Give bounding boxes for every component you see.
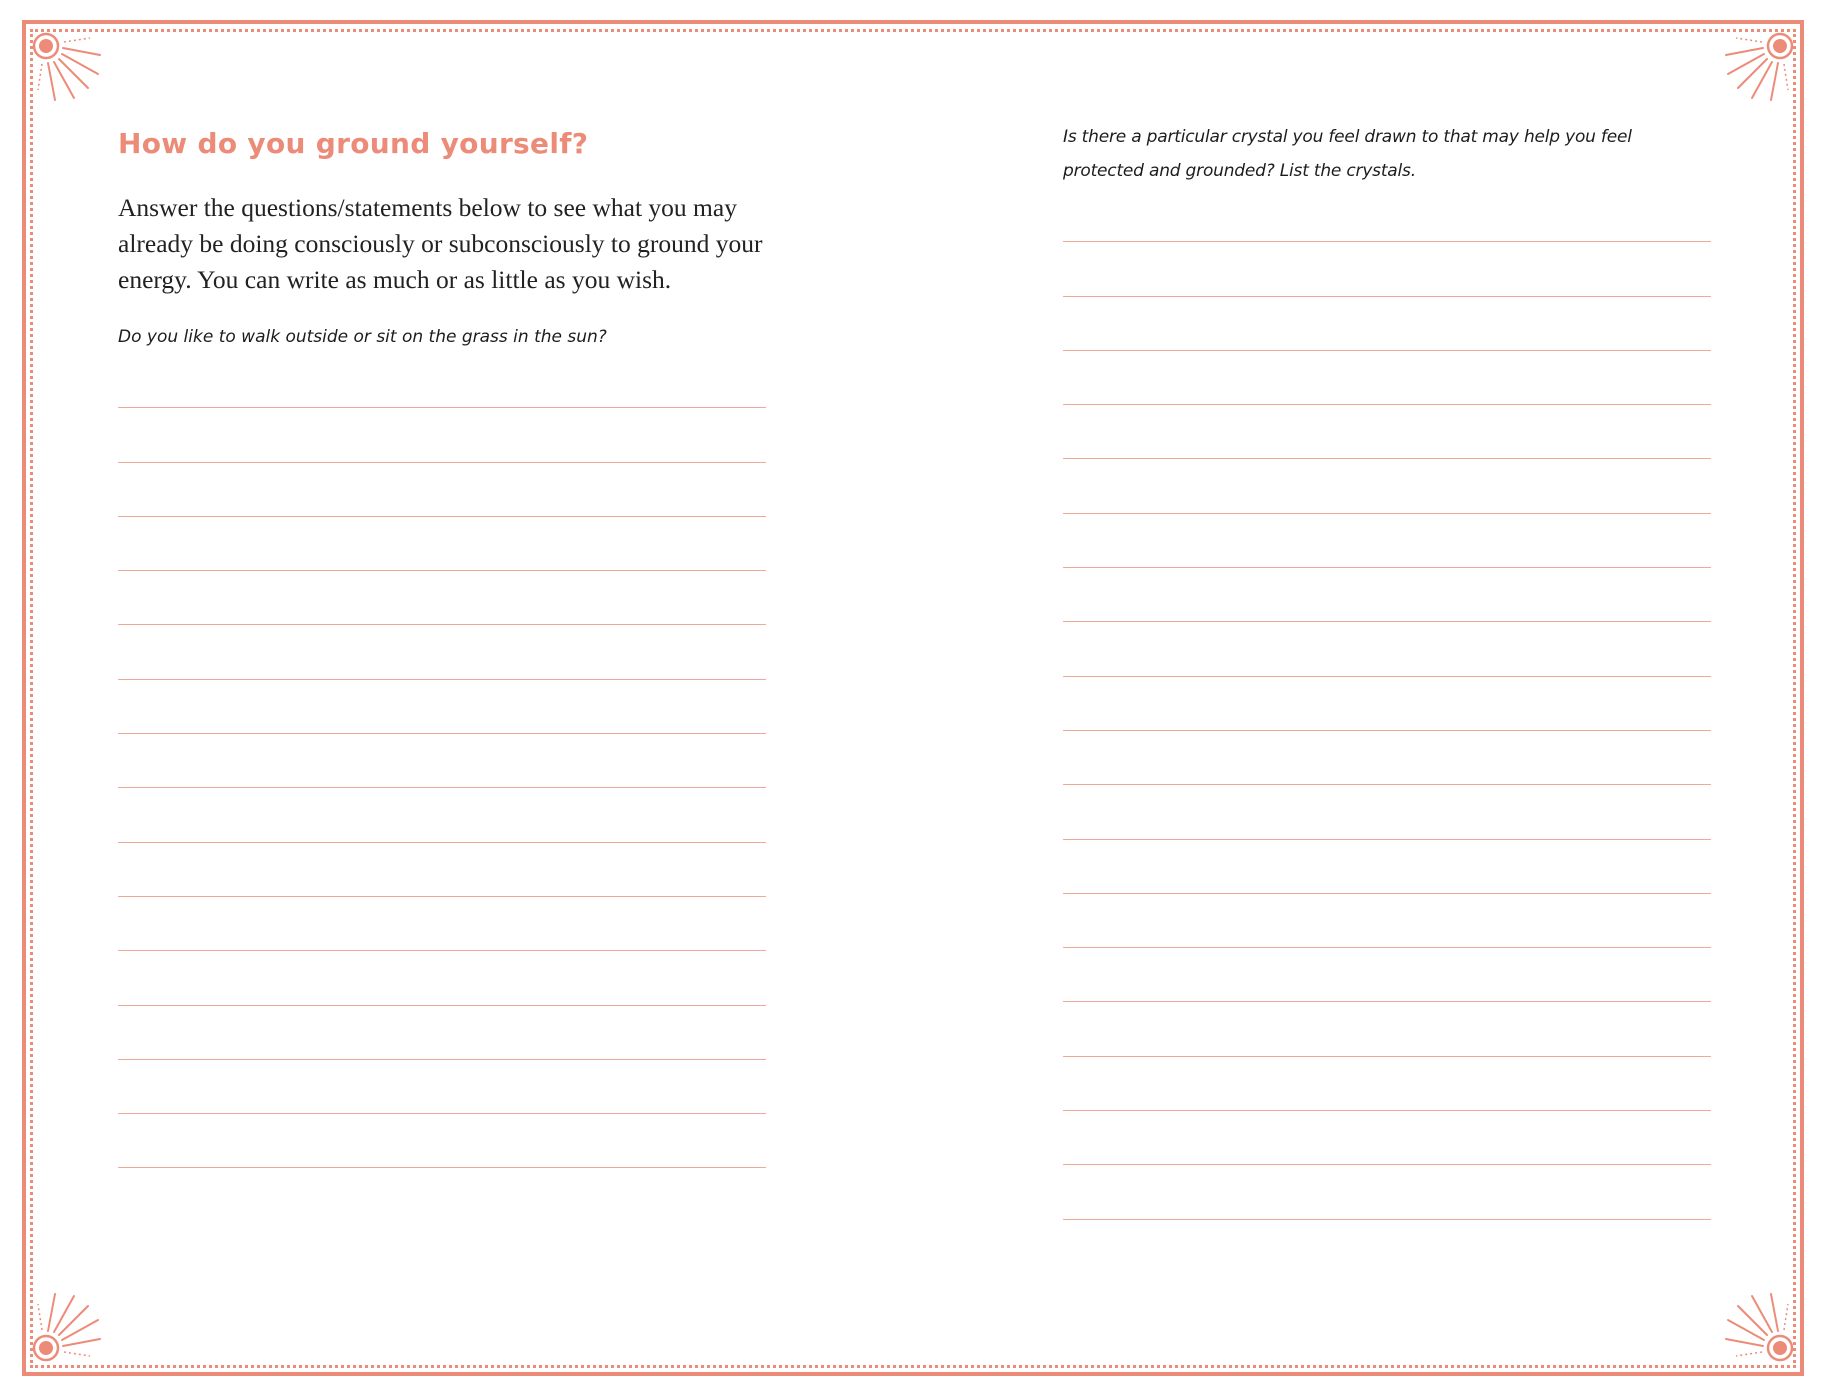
writing-lines-left[interactable] xyxy=(118,354,766,1168)
right-page xyxy=(1063,120,1711,1220)
writing-line[interactable] xyxy=(1063,948,1711,1002)
writing-line[interactable] xyxy=(1063,840,1711,894)
writing-line[interactable] xyxy=(1063,459,1711,513)
writing-line[interactable] xyxy=(1063,188,1711,242)
writing-line[interactable] xyxy=(1063,677,1711,731)
sunburst-icon xyxy=(1720,28,1798,106)
sunburst-icon xyxy=(28,28,106,106)
writing-line[interactable] xyxy=(118,1006,766,1060)
sunburst-icon xyxy=(28,1288,106,1366)
writing-line[interactable] xyxy=(1063,785,1711,839)
writing-line[interactable] xyxy=(118,1114,766,1168)
writing-line[interactable] xyxy=(1063,1165,1711,1219)
writing-line[interactable] xyxy=(1063,242,1711,296)
writing-line[interactable] xyxy=(118,680,766,734)
writing-line[interactable] xyxy=(1063,405,1711,459)
writing-line[interactable] xyxy=(118,734,766,788)
intro-paragraph: Answer the questions/statements below to see what you may already be doing consciously or subconsciously to ground your energy. You can write as much or as little as you wish. xyxy=(118,193,763,294)
writing-lines-right[interactable] xyxy=(1063,188,1711,1220)
left-page xyxy=(118,120,766,1168)
writing-line[interactable] xyxy=(118,625,766,679)
writing-line[interactable] xyxy=(118,1060,766,1114)
sunburst-icon xyxy=(1720,1288,1798,1366)
writing-line[interactable] xyxy=(118,354,766,408)
writing-line[interactable] xyxy=(1063,1111,1711,1165)
writing-line[interactable] xyxy=(1063,351,1711,405)
writing-line[interactable] xyxy=(1063,731,1711,785)
question-walk-outside: Do you like to walk outside or sit on the grass in the sun? xyxy=(118,327,607,347)
writing-line[interactable] xyxy=(118,517,766,571)
writing-line[interactable] xyxy=(118,408,766,462)
writing-line[interactable] xyxy=(1063,894,1711,948)
writing-line[interactable] xyxy=(118,951,766,1005)
writing-line[interactable] xyxy=(1063,1002,1711,1056)
writing-line[interactable] xyxy=(118,463,766,517)
writing-line[interactable] xyxy=(1063,1057,1711,1111)
writing-line[interactable] xyxy=(118,897,766,951)
writing-line[interactable] xyxy=(118,788,766,842)
writing-line[interactable] xyxy=(1063,622,1711,676)
writing-line[interactable] xyxy=(1063,568,1711,622)
page-title: How do you ground yourself? xyxy=(118,127,589,160)
question-crystals: Is there a particular crystal you feel drawn to that may help you feel protected and grounded? List the crystals. xyxy=(1063,127,1632,181)
writing-line[interactable] xyxy=(1063,297,1711,351)
writing-line[interactable] xyxy=(118,843,766,897)
writing-line[interactable] xyxy=(1063,514,1711,568)
writing-line[interactable] xyxy=(118,571,766,625)
